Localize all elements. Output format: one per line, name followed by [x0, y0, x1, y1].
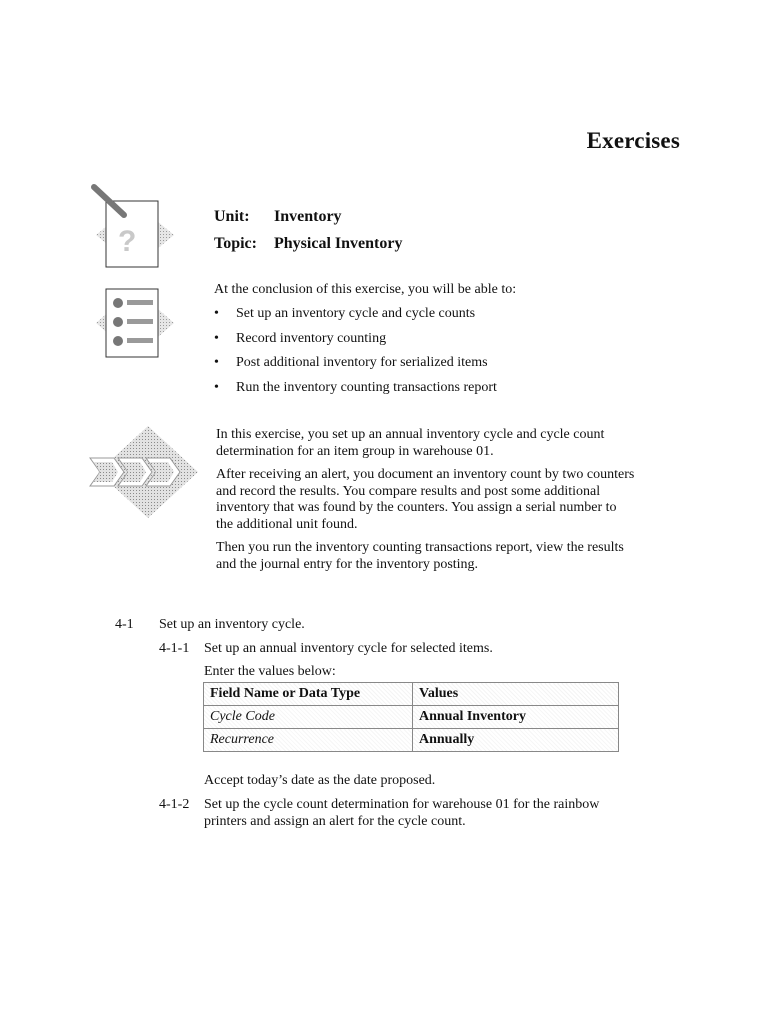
step-note: Accept today’s date as the date proposed.: [204, 773, 436, 788]
description-paragraph-2: After receiving an alert, you document an inventory count by two counters and record the results. You compare results and post some additional inventory that was found by the counters. You assign a serial number to the additional unit found.: [216, 467, 635, 532]
table-row: [204, 729, 619, 752]
bullet: •: [214, 306, 219, 321]
topic-line: [214, 235, 402, 253]
table-cell-field: Recurrence: [204, 729, 413, 752]
unit-label: Unit:: [214, 208, 250, 225]
step-4-1-1-number: 4-1-1: [159, 641, 190, 656]
bullet: •: [214, 355, 219, 370]
list-item: • Post additional inventory for serialized items: [214, 355, 488, 370]
step-4-1-1-text: Set up an annual inventory cycle for selected items.: [204, 641, 493, 656]
step-4-1-text: Set up an inventory cycle.: [159, 617, 305, 632]
list-item: • Run the inventory counting transactions report: [214, 379, 497, 395]
unit-value: Inventory: [274, 208, 342, 225]
list-item: • Record inventory counting: [214, 330, 387, 346]
table-intro: Enter the values below:: [204, 664, 336, 679]
step-4-1-2-text: Set up the cycle count determination for warehouse 01 for the rainbow printers and assign an alert for the cycle count.: [204, 797, 600, 829]
step-4-1-2-number: 4-1-2: [159, 797, 190, 812]
bullet: •: [214, 330, 219, 346]
list-item: • Set up an inventory cycle and cycle counts: [214, 306, 476, 321]
bullet: •: [214, 379, 219, 395]
table-cell-field: Cycle Code: [204, 706, 413, 729]
table-header-field: Field Name or Data Type: [204, 683, 413, 706]
checklist-icon: [88, 283, 182, 373]
unit-line: [214, 208, 342, 226]
step-4-1-number: 4-1: [115, 617, 134, 632]
description-paragraph-3: Then you run the inventory counting transactions report, view the results and the journal entry for the inventory posting.: [216, 540, 624, 572]
table-header-row: [204, 683, 619, 706]
question-icon: [88, 183, 182, 273]
arrows-icon: [88, 424, 200, 520]
description-paragraph-1: In this exercise, you set up an annual inventory cycle and cycle count determination for an item group in warehouse 01.: [216, 427, 605, 459]
objectives-intro: At the conclusion of this exercise, you will be able to:: [214, 282, 517, 297]
objectives-list: [214, 306, 497, 404]
table-cell-value: Annually: [413, 729, 619, 752]
table-header-values: Values: [413, 683, 619, 706]
page-title: Exercises: [586, 128, 680, 153]
values-table: [203, 682, 619, 752]
table-cell-value: Annual Inventory: [413, 706, 619, 729]
topic-label: Topic:: [214, 235, 257, 252]
svg-text:?: ?: [118, 225, 137, 258]
topic-value: Physical Inventory: [274, 235, 403, 252]
table-row: [204, 706, 619, 729]
